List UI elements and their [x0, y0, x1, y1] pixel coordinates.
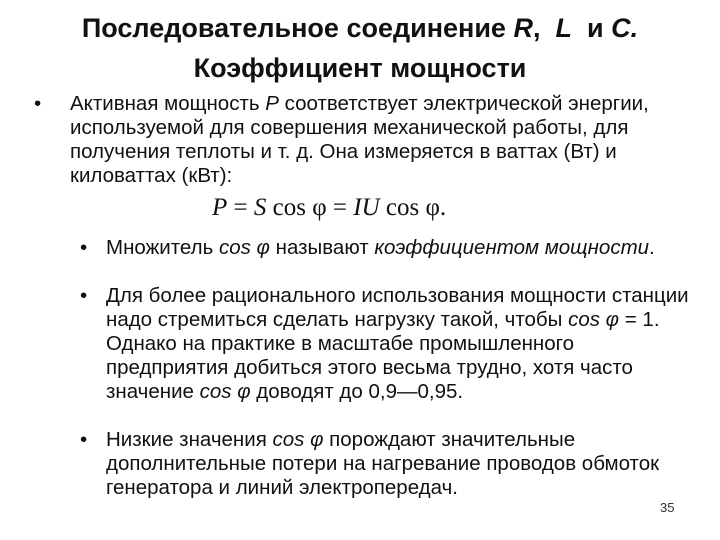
text-span-italic: cos φ	[568, 308, 620, 331]
title-line-1: Последовательное соединение R, L и C.	[81, 13, 639, 43]
formula-s: S	[253, 194, 267, 221]
text-span-italic: cos φ	[199, 380, 251, 403]
text-span: порождают значительные дополнительные потери на нагревание проводов обмоток генератора и линий электропередач.	[106, 428, 660, 499]
text-span: доводят до 0,9—0,95.	[250, 380, 464, 403]
formula-cos-1: cos φ =	[266, 194, 354, 221]
sub-bullet-text	[106, 428, 698, 500]
bullet-marker: •	[34, 92, 42, 115]
text-span-italic: коэффициентом мощности	[374, 236, 650, 259]
formula-eq: =	[227, 194, 254, 221]
sub-bullet-text	[106, 284, 698, 404]
symbol-p: P	[265, 92, 279, 115]
bullet-marker: •	[80, 284, 88, 307]
text-span: Множитель	[106, 236, 219, 259]
power-formula	[212, 194, 446, 222]
title-symbol-c: C.	[611, 13, 639, 43]
formula-p: P	[212, 194, 228, 221]
title-symbol-l: L	[555, 13, 572, 43]
formula-iu: IU	[353, 194, 380, 221]
text-span: .	[649, 236, 655, 259]
bullet-marker: •	[80, 236, 88, 259]
text-span: называют	[269, 236, 375, 259]
text-span: Для более рационального использования мощности станции надо стремиться сделать нагрузку такой, чтобы	[106, 284, 689, 331]
bullet-marker: •	[80, 428, 88, 451]
main-bullet-text	[70, 92, 690, 188]
formula-cos-2: cos φ.	[379, 194, 447, 221]
main-bullet-text-a: Активная мощность	[70, 92, 266, 115]
page-number: 35	[660, 500, 675, 515]
title-and: и	[586, 13, 604, 43]
text-span: = 1. Однако на практике в масштабе промышленного предприятия добиться этого весьма трудно, хотя часто значение	[106, 308, 660, 403]
title-text: Последовательное соединение	[81, 13, 514, 43]
text-span: Низкие значения	[106, 428, 273, 451]
title-line-2: Коэффициент мощности	[193, 53, 527, 83]
text-span-italic: cos φ	[272, 428, 324, 451]
sub-bullet-text	[106, 236, 698, 260]
slide-title	[0, 8, 720, 88]
title-symbol-r: R	[513, 13, 533, 43]
text-span-italic: cos φ	[218, 236, 270, 259]
main-bullet-text-b: соответствует электрической энергии, используемой для совершения механической работы, для получения теплоты и т. д. Она измеряется в ваттах (Вт) и киловаттах (кВт):	[70, 92, 649, 187]
